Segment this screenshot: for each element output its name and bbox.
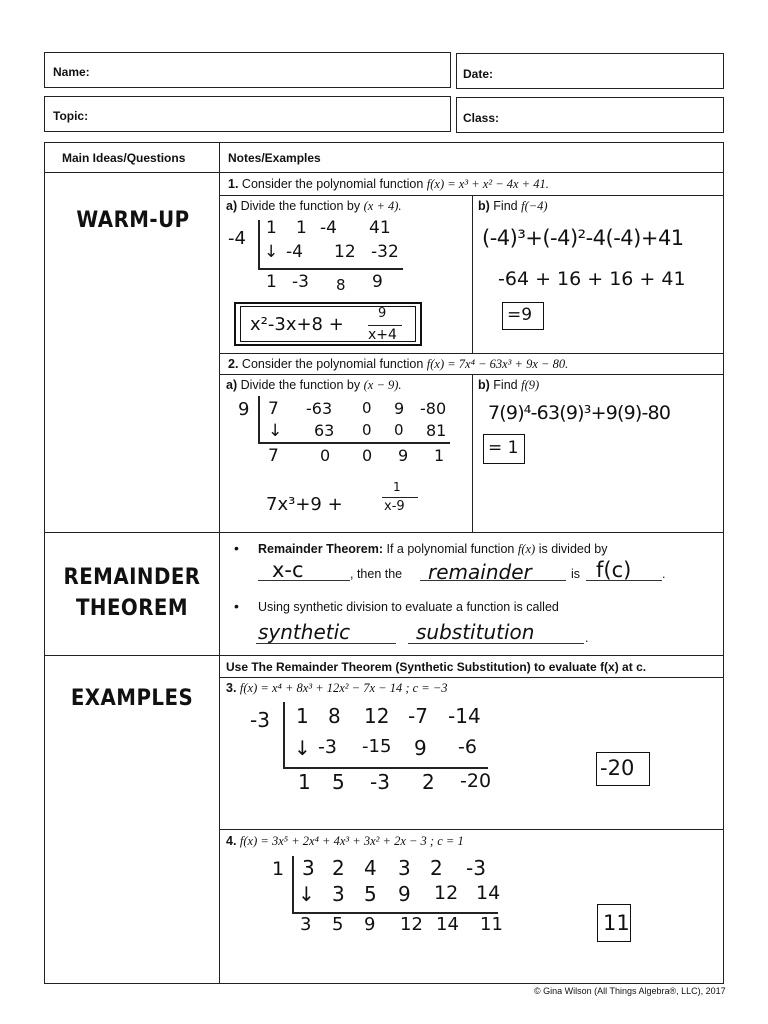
p1-part-divider [472, 195, 473, 353]
ex3-syn-rule [283, 767, 488, 769]
remainder-title-line2: THEOREM [75, 596, 189, 621]
period-1: . [662, 567, 666, 581]
ex4-divisor: 1 [272, 858, 285, 880]
column-divider [219, 142, 220, 984]
p1-divisor: -4 [228, 228, 246, 249]
p2-eval-answer-box: = 1 [483, 434, 525, 464]
p1-eval-answer-box: =9 [502, 302, 544, 330]
main-ideas-header: Main Ideas/Questions [62, 151, 186, 165]
warmup-title: WARM-UP [76, 208, 190, 233]
class-label: Class: [463, 111, 500, 125]
p1-answer-num: 9 [378, 306, 387, 321]
name-field[interactable] [44, 52, 451, 88]
period-2: . [585, 631, 589, 645]
blank-synthetic: synthetic [258, 620, 351, 644]
p1-prompt: 1. Consider the polynomial function f(x) = x³ + x² − 4x + 41. [228, 177, 549, 191]
ex3-syn-bar [283, 702, 285, 768]
p2-fraction-bar [382, 497, 418, 498]
class-field[interactable] [456, 97, 724, 133]
example3-prompt: 3. f(x) = x⁴ + 8x³ + 12x² − 7x − 14 ; c = −3 [226, 681, 448, 695]
theorem-top-rule [44, 532, 724, 533]
blank-remainder-line [420, 580, 566, 581]
p2-part-a: a) Divide the function by (x − 9). [226, 378, 402, 392]
blank-remainder: remainder [428, 560, 532, 584]
p1-eval-line2: -64 + 16 + 16 + 41 [498, 268, 686, 290]
ex3-divisor: -3 [250, 708, 270, 732]
p1-fraction-bar [368, 325, 402, 326]
p1-answer-poly: x²-3x+8 + [250, 314, 344, 335]
p1-answer-box [234, 302, 422, 346]
p2-prompt: 2. Consider the polynomial function f(x) = 7x⁴ − 63x³ + 9x − 80. [228, 357, 569, 371]
ex4-syn-bar [292, 856, 294, 914]
theorem-bullet2: • [234, 598, 239, 614]
p1-answer-den: x+4 [368, 327, 397, 343]
ex3-answer-box: -20 [596, 752, 650, 786]
name-label: Name: [53, 65, 90, 79]
then-the-text: , then the [350, 567, 403, 581]
blank-x-c: x-c [272, 558, 304, 582]
p1-syn-rule [258, 268, 403, 270]
blank-x-c-line [258, 580, 350, 581]
p2-answer-num: 1 [393, 480, 401, 494]
p1-syn-bar [258, 220, 260, 270]
blank-substitution-line [408, 643, 584, 644]
p2-top-rule [219, 353, 724, 354]
p2-eval-line1: 7(9)⁴-63(9)³+9(9)-80 [488, 402, 671, 424]
examples-top-rule [44, 655, 724, 656]
p1-part-b: b) Find f(−4) [478, 199, 548, 213]
topic-field[interactable] [44, 96, 451, 132]
topic-label: Topic: [53, 109, 89, 123]
p2-syn-bar [258, 396, 260, 442]
p2-answer-den: x-9 [384, 499, 405, 514]
is-text: is [571, 567, 581, 581]
theorem-bullet2-text: Using synthetic division to evaluate a function is called [258, 600, 559, 614]
blank-synthetic-line [256, 643, 396, 644]
theorem-statement: Remainder Theorem: If a polynomial function f(x) is divided by [258, 542, 608, 556]
p2-divisor: 9 [238, 399, 250, 420]
p2-syn-rule [258, 442, 450, 444]
header-row-rule [44, 172, 724, 173]
ex4-answer-box: 11 [597, 904, 631, 942]
copyright-footer: © Gina Wilson (All Things Algebra®, LLC), 2017 [534, 986, 726, 996]
remainder-title-line1: REMAINDER [63, 565, 201, 590]
p2-answer-poly: 7x³+9 + [266, 494, 343, 515]
p2-part-divider [472, 374, 473, 532]
examples-instructions: Use The Remainder Theorem (Synthetic Substitution) to evaluate f(x) at c. [226, 660, 647, 674]
p2-part-b: b) Find f(9) [478, 378, 540, 392]
examples-header-rule [219, 677, 724, 678]
date-field[interactable] [456, 53, 724, 89]
example4-prompt: 4. f(x) = 3x⁵ + 2x⁴ + 4x³ + 3x² + 2x − 3 ; c = 1 [226, 834, 464, 848]
p1-eval-line1: (-4)³+(-4)²-4(-4)+41 [482, 226, 684, 250]
blank-f-c-line [586, 580, 662, 581]
blank-substitution: substitution [416, 620, 535, 644]
date-label: Date: [463, 67, 494, 81]
ex4-syn-rule [292, 912, 498, 914]
example4-top-rule [219, 829, 724, 830]
notes-header: Notes/Examples [228, 151, 321, 165]
p1-part-a: a) Divide the function by (x + 4). [226, 199, 402, 213]
blank-f-c: f(c) [596, 558, 632, 582]
examples-title: EXAMPLES [70, 686, 194, 711]
theorem-bullet1: • [234, 540, 239, 556]
